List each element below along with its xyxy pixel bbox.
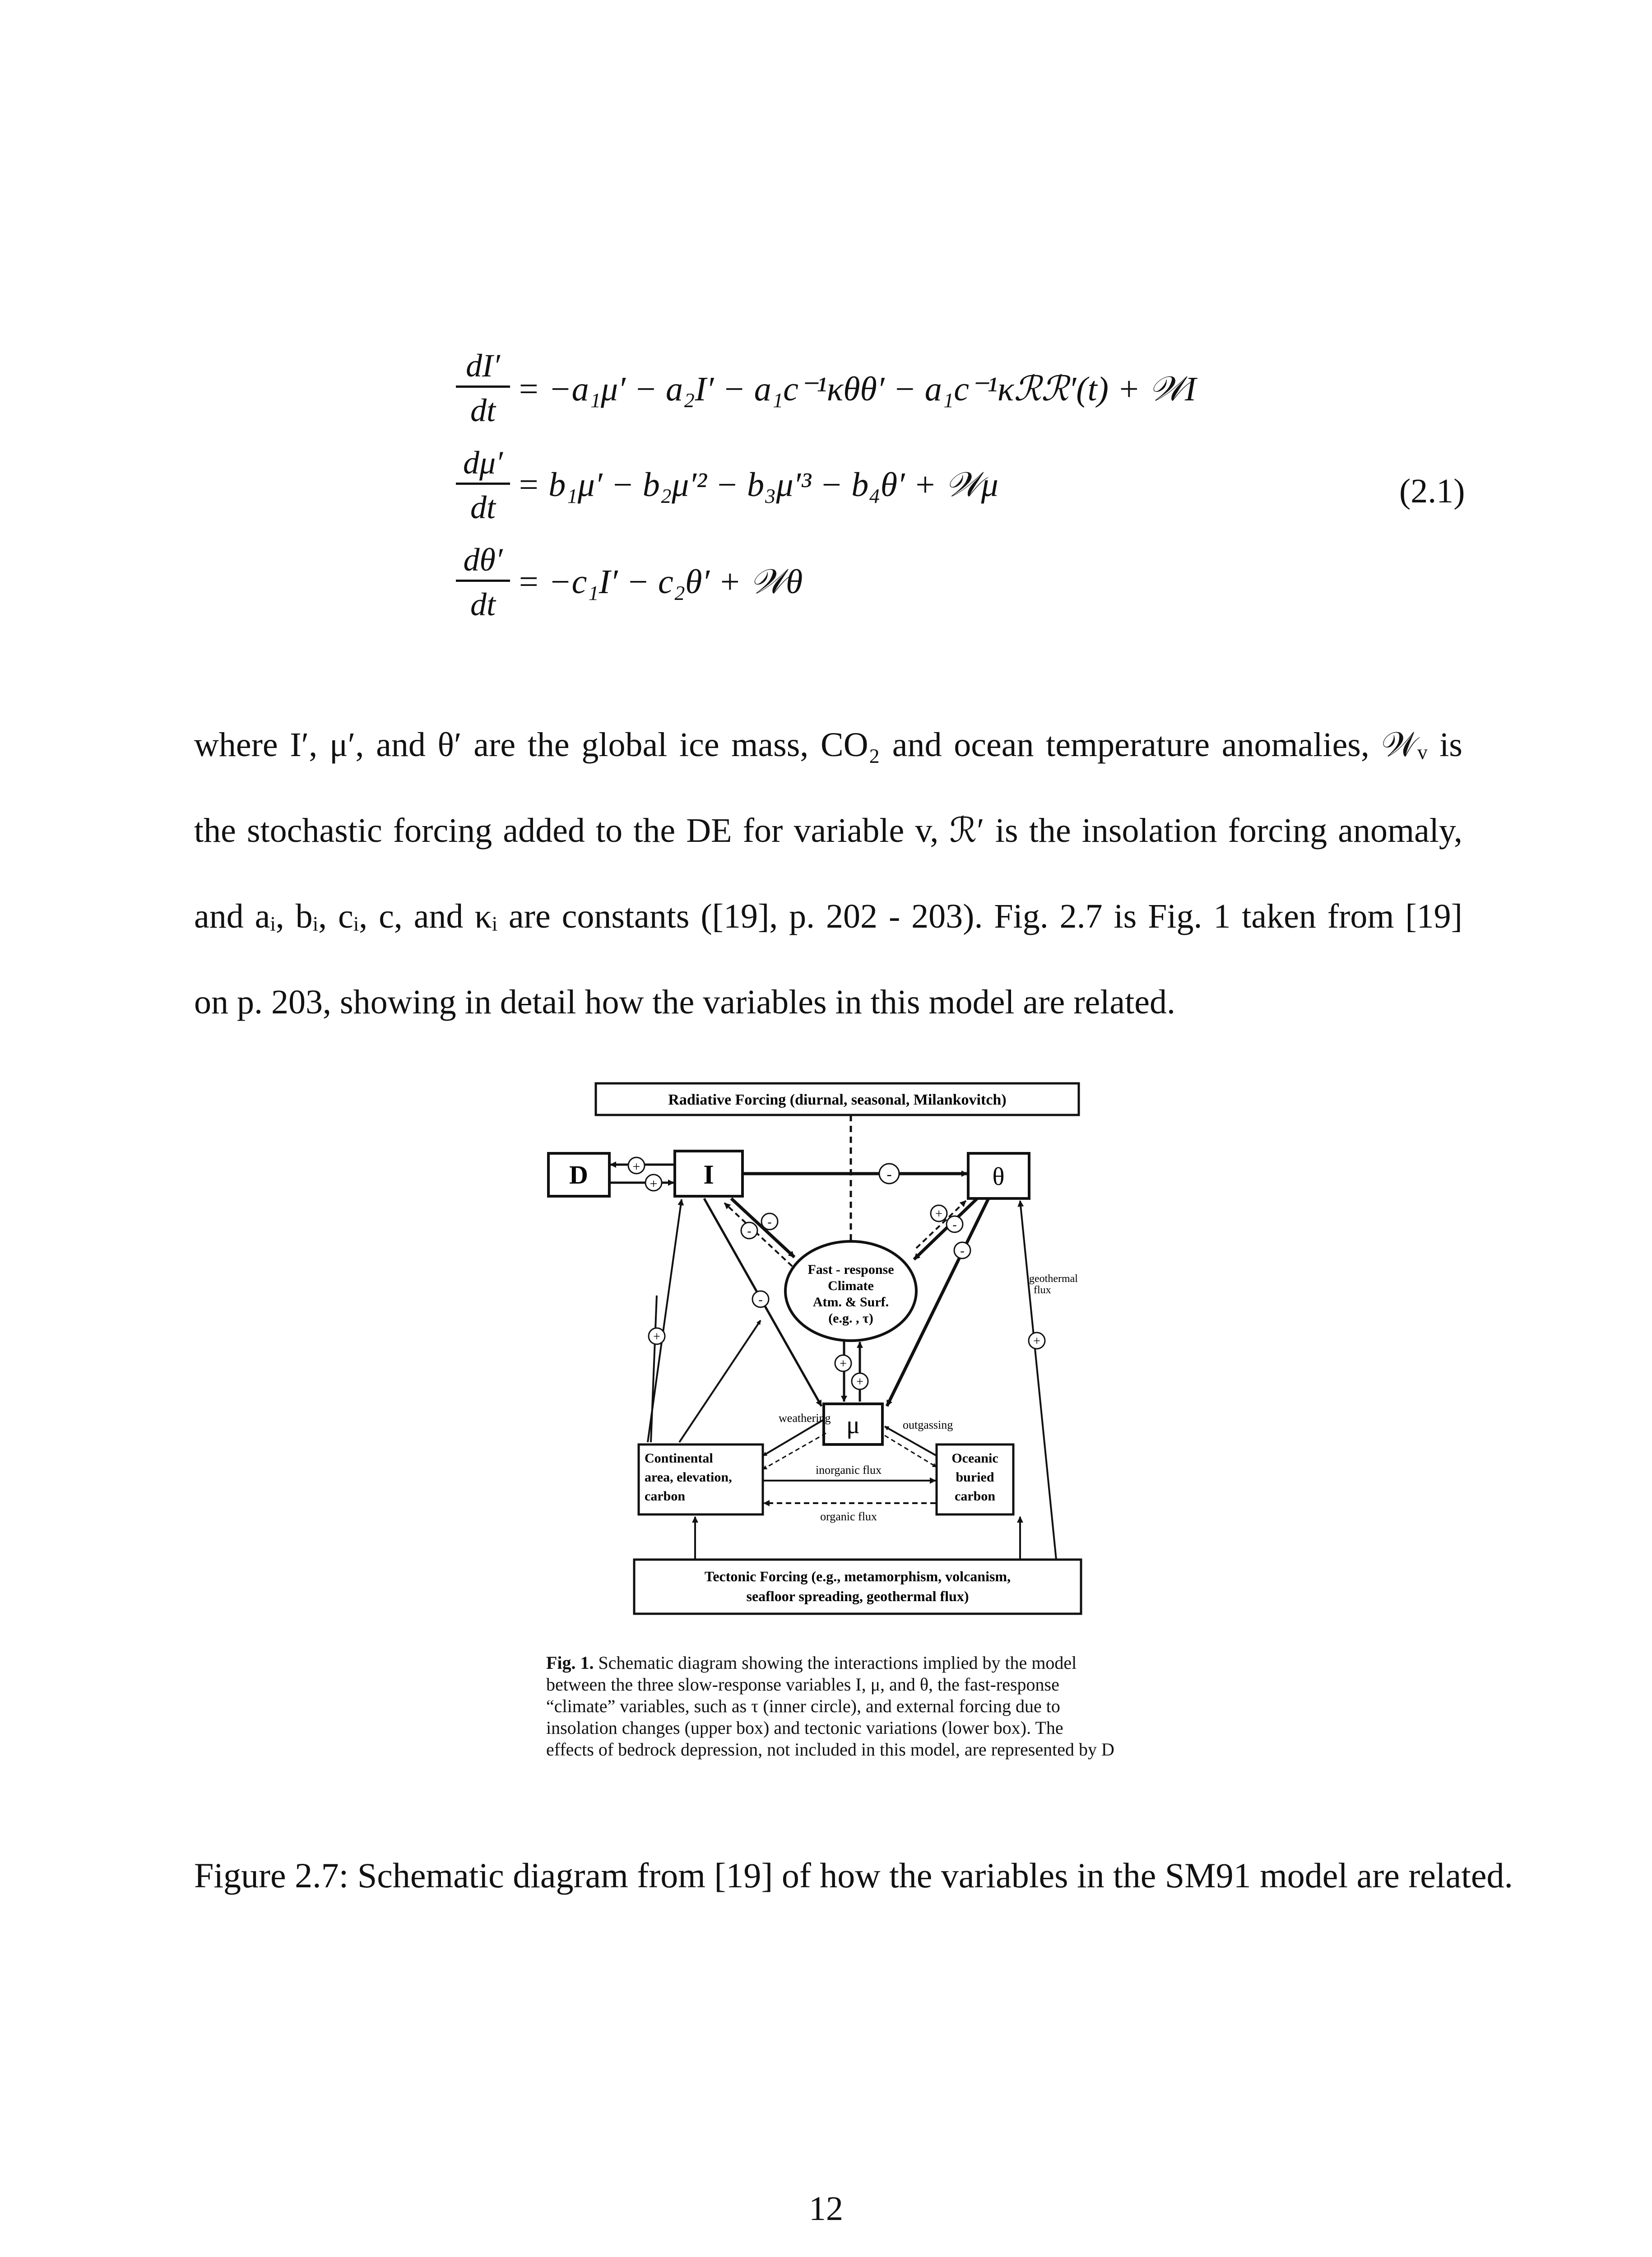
fraction-numerator: dθ′ bbox=[456, 542, 510, 582]
tectonic-label-line: seafloor spreading, geothermal flux) bbox=[746, 1588, 969, 1604]
circle-label-line: Climate bbox=[828, 1278, 874, 1293]
sign-label: + bbox=[653, 1330, 660, 1344]
equation-ice bbox=[456, 348, 1539, 442]
circle-label-line: (e.g. , τ) bbox=[828, 1311, 873, 1326]
paragraph-line: where I′, μ′, and θ′ are the global ice mass, CO₂ and ocean temperature anomalies, 𝒲ᵥ is bbox=[194, 726, 1462, 764]
node-i-label: I bbox=[703, 1160, 714, 1189]
derivative-fraction bbox=[456, 542, 510, 622]
node-d-label: D bbox=[569, 1160, 588, 1189]
continental-label-line: Continental bbox=[645, 1451, 713, 1466]
sign-label: - bbox=[960, 1244, 965, 1258]
geothermal-flux-arrow bbox=[1020, 1201, 1056, 1560]
derivative-fraction bbox=[456, 348, 510, 428]
schematic-figure bbox=[533, 1070, 1119, 1801]
oceanic-label-line: carbon bbox=[955, 1489, 995, 1504]
inner-caption-text: Schematic diagram showing the interactions implied by the model between the three slow-response variables I, μ, and θ, the fast-response “climate” variables, such as τ (inner circle), and external forcing due to insolation changes (upper box) and tectonic variations (lower box). The effects of bedrock depression, not included in this model, are represented by D bbox=[546, 1653, 1114, 1760]
organic-flux-label: organic flux bbox=[820, 1510, 877, 1523]
circle-label-line: Atm. & Surf. bbox=[812, 1295, 889, 1310]
node-mu-label: μ bbox=[846, 1411, 860, 1439]
radiative-forcing-label: Radiative Forcing (diurnal, seasonal, Milankovitch) bbox=[668, 1091, 1007, 1108]
inner-figure-caption bbox=[546, 1652, 1115, 1760]
fraction-numerator: dI′ bbox=[456, 348, 510, 388]
sign-label: - bbox=[886, 1166, 892, 1183]
figure-caption: Figure 2.7: Schematic diagram from [19] of how the variables in the SM91 model are related. bbox=[194, 1856, 1513, 1895]
sign-label: + bbox=[840, 1357, 847, 1371]
sign-label: + bbox=[1033, 1334, 1040, 1348]
sign-label: - bbox=[767, 1215, 772, 1229]
fraction-denominator: dt bbox=[470, 586, 496, 622]
sign-label: + bbox=[856, 1375, 863, 1389]
sign-label: - bbox=[747, 1224, 752, 1238]
schematic-diagram bbox=[533, 1070, 1119, 1648]
oceanic-label-line: buried bbox=[956, 1470, 994, 1485]
weathering-arrow bbox=[763, 1420, 824, 1456]
page-number: 12 bbox=[809, 2190, 843, 2228]
equation-ocean-temp bbox=[456, 542, 1539, 636]
sign-label: - bbox=[952, 1218, 957, 1232]
continental-left-line bbox=[651, 1296, 657, 1442]
continental-label-line: area, elevation, bbox=[645, 1470, 732, 1485]
paragraph-line: and aᵢ, bᵢ, cᵢ, c, and κᵢ are constants ([19], p. 202 - 203). Fig. 2.7 is Fig. 1 taken from [19] bbox=[194, 897, 1462, 935]
climate-to-i-arrow bbox=[724, 1203, 792, 1266]
sign-label: - bbox=[758, 1293, 763, 1307]
sign-label: + bbox=[650, 1176, 658, 1191]
equation-rhs: = −a₁μ′ − a₂I′ − a₁c⁻¹κθθ′ − a₁c⁻¹κℛℛ′(t) + 𝒲I bbox=[517, 370, 1197, 408]
geothermal-label-line: flux bbox=[1034, 1284, 1051, 1296]
equation-co2 bbox=[456, 445, 1539, 539]
inorganic-flux-label: inorganic flux bbox=[815, 1463, 882, 1477]
paragraph-line: on p. 203, showing in detail how the variables in this model are related. bbox=[194, 983, 1175, 1021]
body-paragraph bbox=[194, 702, 1462, 1045]
sign-label: + bbox=[632, 1159, 640, 1174]
geothermal-label-line: geothermal bbox=[1029, 1273, 1078, 1285]
tectonic-label-line: Tectonic Forcing (e.g., metamorphism, volcanism, bbox=[704, 1568, 1011, 1584]
paragraph-line: the stochastic forcing added to the DE for variable v, ℛ′ is the insolation forcing anomaly, bbox=[194, 812, 1462, 850]
weathering-label: weathering bbox=[779, 1412, 831, 1425]
derivative-fraction bbox=[456, 445, 510, 525]
fraction-denominator: dt bbox=[470, 489, 496, 525]
equation-rhs: = b₁μ′ − b₂μ′² − b₃μ′³ − b₄θ′ + 𝒲μ bbox=[517, 466, 998, 504]
equation-rhs: = −c₁I′ − c₂θ′ + 𝒲θ bbox=[517, 563, 803, 601]
inner-caption-label: Fig. 1. bbox=[546, 1653, 594, 1673]
i-to-climate-arrow bbox=[731, 1198, 794, 1257]
tectonic-forcing-box bbox=[634, 1560, 1081, 1614]
fraction-denominator: dt bbox=[470, 392, 496, 428]
equation-number: (2.1) bbox=[1399, 472, 1465, 510]
node-theta-label: θ bbox=[992, 1163, 1005, 1191]
oceanic-label-line: Oceanic bbox=[951, 1451, 998, 1466]
sign-label: + bbox=[935, 1207, 942, 1221]
circle-label-line: Fast - response bbox=[807, 1262, 894, 1277]
continental-to-climate-arrow bbox=[679, 1320, 761, 1442]
outgassing-label: outgassing bbox=[903, 1418, 953, 1431]
fraction-numerator: dμ′ bbox=[456, 445, 510, 485]
continental-label-line: carbon bbox=[645, 1489, 685, 1504]
